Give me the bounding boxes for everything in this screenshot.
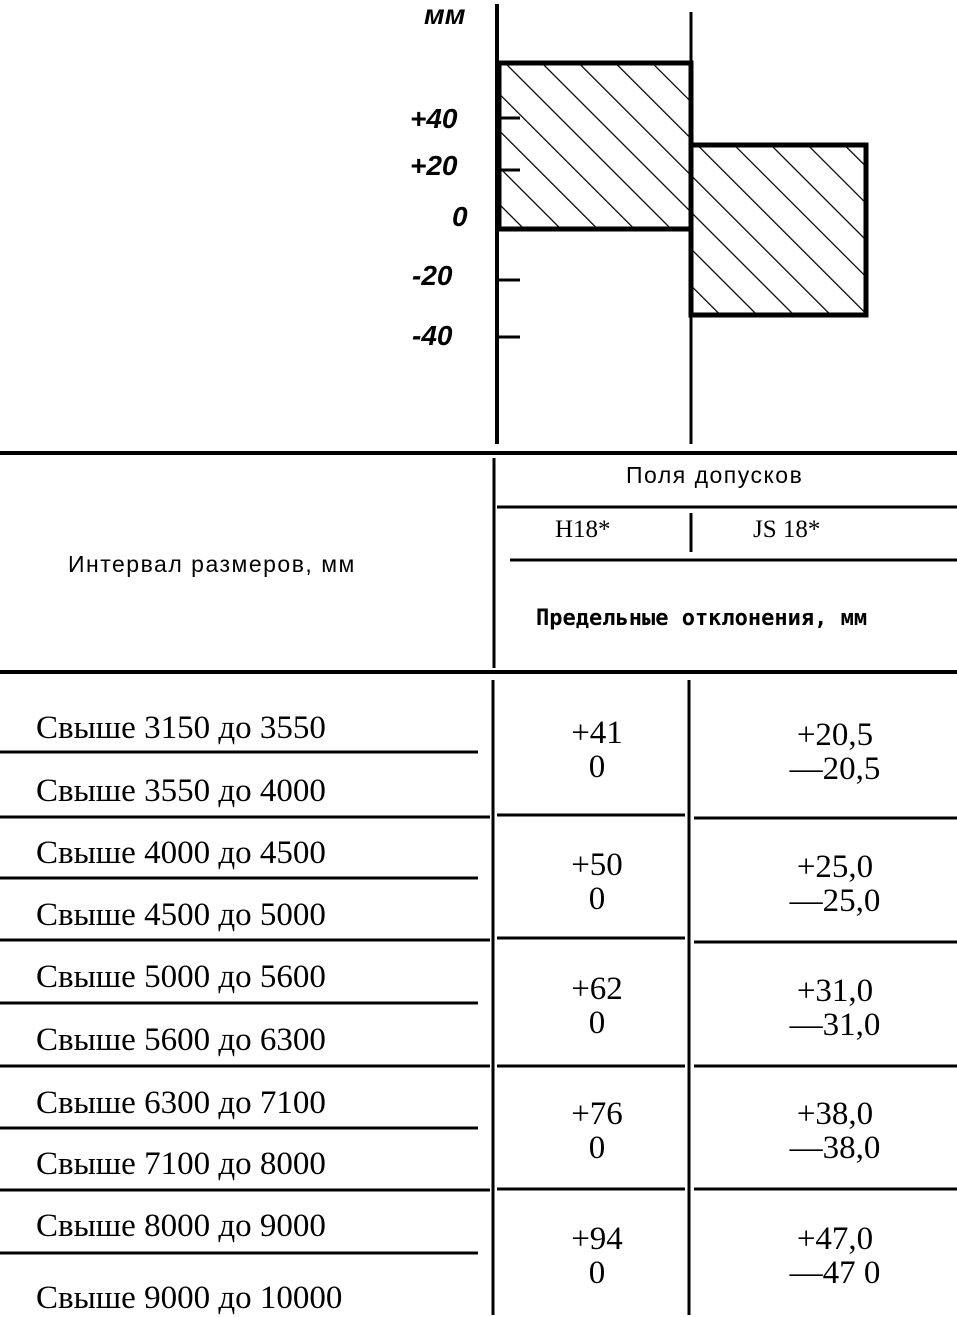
js18-column-header: JS 18* bbox=[753, 516, 821, 543]
axis-unit-label: мм bbox=[424, 0, 466, 30]
js18-upper-deviation: +38,0 bbox=[796, 1096, 874, 1132]
interval-row-label: Свыше 3550 до 4000 bbox=[36, 773, 326, 809]
h18-lower-deviation: 0 bbox=[588, 1130, 606, 1166]
h18-upper-deviation: +76 bbox=[571, 1096, 623, 1132]
interval-row-label: Свыше 4000 до 4500 bbox=[36, 835, 326, 871]
js18-lower-deviation: —25,0 bbox=[789, 883, 881, 919]
tick-label-minus20: -20 bbox=[412, 260, 453, 291]
tick-label-zero: 0 bbox=[452, 201, 468, 232]
h18-lower-deviation: 0 bbox=[588, 1005, 606, 1041]
interval-row-label: Свыше 5600 до 6300 bbox=[36, 1022, 326, 1058]
interval-row-label: Свыше 9000 до 10000 bbox=[36, 1280, 343, 1316]
tick-label-plus40: +40 bbox=[410, 103, 458, 134]
js18-lower-deviation: —47 0 bbox=[789, 1255, 881, 1291]
h18-tolerance-field bbox=[499, 63, 691, 229]
js18-lower-deviation: —31,0 bbox=[789, 1007, 881, 1043]
h18-lower-deviation: 0 bbox=[588, 1255, 606, 1291]
deviations-header: Предельные отклонения, мм bbox=[536, 606, 868, 631]
h18-lower-deviation: 0 bbox=[588, 881, 606, 917]
tolerance-fields-header: Поля допусков bbox=[626, 462, 804, 488]
tick-label-minus40: -40 bbox=[412, 320, 453, 351]
interval-row-label: Свыше 5000 до 5600 bbox=[36, 959, 326, 995]
interval-row-label: Свыше 6300 до 7100 bbox=[36, 1085, 326, 1121]
js18-upper-deviation: +47,0 bbox=[796, 1221, 874, 1257]
tick-label-plus20: +20 bbox=[410, 150, 458, 181]
interval-header: Интервал размеров, мм bbox=[68, 551, 356, 577]
h18-column-header: H18* bbox=[555, 516, 611, 543]
h18-upper-deviation: +50 bbox=[571, 847, 623, 883]
tolerance-diagram bbox=[0, 0, 957, 450]
interval-row-label: Свыше 8000 до 9000 bbox=[36, 1208, 326, 1244]
js18-upper-deviation: +20,5 bbox=[796, 717, 874, 753]
interval-row-label: Свыше 7100 до 8000 bbox=[36, 1146, 326, 1182]
h18-upper-deviation: +94 bbox=[571, 1221, 623, 1257]
h18-lower-deviation: 0 bbox=[588, 749, 606, 785]
js18-tolerance-field bbox=[691, 145, 866, 315]
js18-lower-deviation: —38,0 bbox=[789, 1130, 881, 1166]
h18-upper-deviation: +62 bbox=[571, 971, 623, 1007]
interval-row-label: Свыше 3150 до 3550 bbox=[36, 710, 326, 746]
js18-lower-deviation: —20,5 bbox=[789, 751, 881, 787]
js18-upper-deviation: +31,0 bbox=[796, 973, 874, 1009]
js18-upper-deviation: +25,0 bbox=[796, 849, 874, 885]
interval-row-label: Свыше 4500 до 5000 bbox=[36, 897, 326, 933]
h18-upper-deviation: +41 bbox=[571, 715, 623, 751]
